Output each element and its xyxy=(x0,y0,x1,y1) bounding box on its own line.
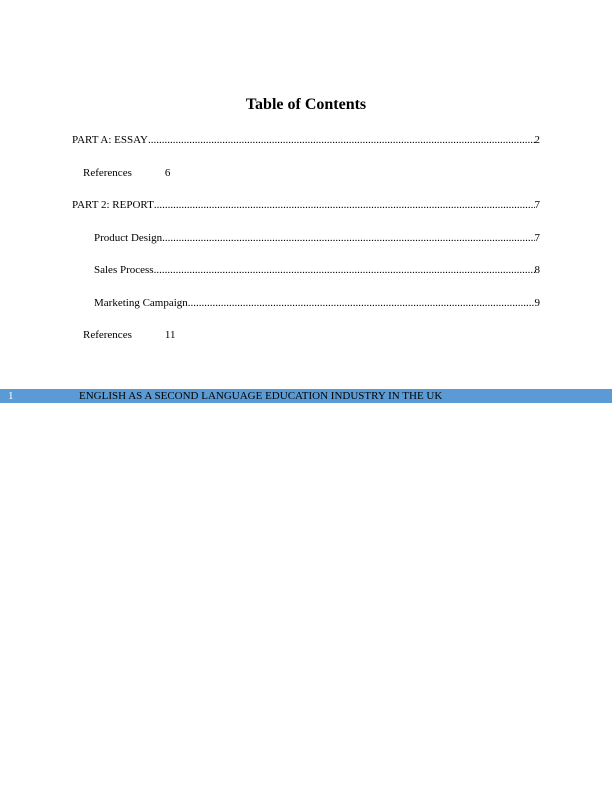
toc-entry-references-essay[interactable] xyxy=(83,166,170,180)
toc-entry-part-2-report[interactable] xyxy=(72,198,540,212)
toc-entry-page: 9 xyxy=(534,297,540,309)
toc-entry-page: 2 xyxy=(534,134,540,146)
running-header-band xyxy=(0,389,612,403)
toc-dot-leader xyxy=(154,198,535,212)
toc-dot-leader xyxy=(188,296,535,310)
toc-entry-label: PART 2: REPORT xyxy=(72,199,154,211)
toc-entry-product-design[interactable] xyxy=(94,231,540,245)
toc-entry-page: 8 xyxy=(534,264,540,276)
toc-entry-label: References xyxy=(83,167,132,179)
toc-entry-page: 6 xyxy=(164,167,171,179)
toc-entry-references-report[interactable] xyxy=(83,328,175,342)
toc-dot-leader xyxy=(162,231,534,245)
toc-entry-label: PART A: ESSAY xyxy=(72,134,148,146)
toc-entry-page: 7 xyxy=(534,199,540,211)
toc-entry-page: 11 xyxy=(164,329,176,341)
header-page-number: 1 xyxy=(8,390,14,402)
header-running-title: ENGLISH AS A SECOND LANGUAGE EDUCATION INDUSTRY IN THE UK xyxy=(79,390,443,402)
toc-entry-label: Sales Process xyxy=(94,264,154,276)
toc-entry-page: 7 xyxy=(534,232,540,244)
toc-title: Table of Contents xyxy=(245,96,367,113)
toc-entry-part-a-essay[interactable] xyxy=(72,133,540,147)
toc-entry-label: References xyxy=(83,329,132,341)
toc-entry-label: Product Design xyxy=(94,232,163,244)
toc-entry-marketing-campaign[interactable] xyxy=(94,296,540,310)
toc-entry-sales-process[interactable] xyxy=(94,263,540,277)
toc-dot-leader xyxy=(154,263,535,277)
toc-dot-leader xyxy=(148,133,535,147)
toc-entry-label: Marketing Campaign xyxy=(94,297,188,309)
